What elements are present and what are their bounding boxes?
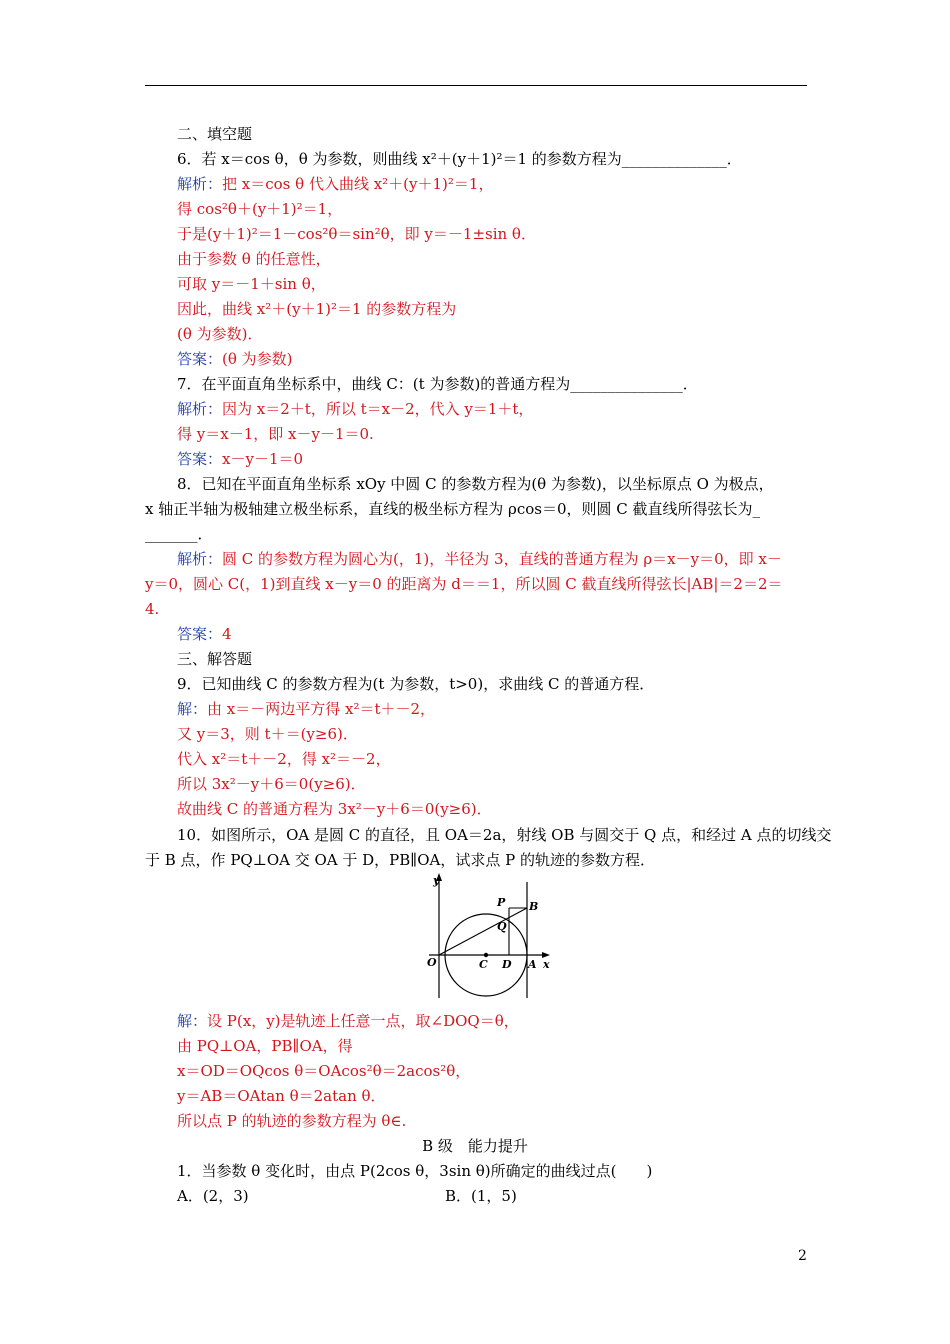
line-text: 所以点 P 的轨迹的参数方程为 θ∈. (177, 1112, 407, 1130)
line-text: 因为 x＝2＋t，所以 t＝x－2，代入 y＝1＋t， (222, 400, 534, 418)
label-p: P (497, 896, 506, 909)
text-line (177, 826, 831, 844)
text-line (177, 1087, 386, 1105)
text-line (177, 350, 293, 368)
line-text: y＝0，圆心 C(，1)到直线 x－y＝0 的距离为 d＝＝1，所以圆 C 截直线所得弦长|AB|＝2＝2＝ (145, 575, 783, 593)
text-line (145, 851, 655, 869)
line-text: y＝AB＝OAtan θ＝2atan θ． (177, 1087, 386, 1105)
answer-label: 解析： (177, 550, 223, 568)
text-line (177, 1112, 406, 1130)
text-line (177, 775, 366, 793)
line-text: 二、填空题 (177, 125, 253, 143)
text-line (177, 325, 263, 343)
text-line (177, 750, 391, 768)
line-text: 代入 x²＝t＋－2，得 x²＝－2， (177, 750, 391, 768)
answer-label: 答案： (177, 450, 223, 468)
text-line (177, 175, 493, 193)
line-text: 10．如图所示，OA 是圆 C 的直径，且 OA＝2a，射线 OB 与圆交于 Q 点，和经过 A 点的切线交 (177, 826, 832, 844)
text-line (177, 375, 698, 393)
text-line (177, 1162, 652, 1180)
line-text: 得 y＝x－1，即 x－y－1＝0. (177, 425, 374, 443)
geometry-figure (425, 870, 555, 1000)
label-x: x (543, 958, 550, 971)
text-line (177, 450, 303, 468)
text-line (177, 300, 456, 318)
line-text: 于 B 点，作 PQ⊥OA 交 OA 于 D，PB∥OA，试求点 P 的轨迹的参数方程． (145, 851, 655, 869)
label-o: O (427, 956, 437, 969)
line-text: 7．在平面直角坐标系中，曲线 C：(t 为参数)的普通方程为_______________． (177, 375, 698, 393)
center-point (484, 953, 488, 957)
answer-label: 答案： (177, 625, 223, 643)
line-text: 故曲线 C 的普通方程为 3x²－y＋6＝0(y≥6)． (177, 800, 492, 818)
answer-label: 答案： (177, 350, 223, 368)
text-line (145, 525, 213, 543)
line-text: 三、解答题 (177, 650, 253, 668)
text-line (177, 700, 435, 718)
line-text: 4. (145, 600, 160, 618)
line-text: 把 x＝cos θ 代入曲线 x²＋(y＋1)²＝1， (222, 175, 494, 193)
line-text: 又 y＝3，则 t＋＝(y≥6)． (177, 725, 358, 743)
text-line (177, 150, 742, 168)
answer-label: 解析： (177, 400, 223, 418)
text-line (177, 275, 326, 293)
label-b: B (529, 900, 539, 913)
section-title: B 级 能力提升 (422, 1137, 528, 1155)
label-y: y (433, 874, 440, 887)
text-line (145, 500, 760, 518)
header-rule (145, 85, 807, 86)
label-a: A (528, 958, 537, 971)
page-number: 2 (798, 1248, 807, 1264)
line-text: 于是(y＋1)²＝1－cos²θ＝sin²θ，即 y＝－1±sin θ． (177, 225, 536, 243)
text-line (177, 400, 533, 418)
text-line (177, 1187, 249, 1205)
text-line (445, 1187, 517, 1205)
line-text: x＝OD＝OQcos θ＝OAcos²θ＝2acos²θ， (177, 1062, 471, 1080)
line-text: _______． (145, 525, 213, 543)
line-text: x－y－1＝0 (222, 450, 304, 468)
text-line (177, 625, 232, 643)
line-text: 6．若 x＝cos θ，θ 为参数，则曲线 x²＋(y＋1)²＝1 的参数方程为______________． (177, 150, 742, 168)
answer-label: 解： (177, 1012, 208, 1030)
line-text: 由于参数 θ 的任意性， (177, 250, 331, 268)
line-text: 由 PQ⊥OA，PB∥OA，得 (177, 1037, 353, 1055)
text-line (177, 1012, 519, 1030)
line-text: 因此，曲线 x²＋(y＋1)²＝1 的参数方程为 (177, 300, 457, 318)
text-line (177, 125, 252, 143)
line-text: B．(1，5) (445, 1187, 517, 1205)
line-text: (θ 为参数) (222, 350, 293, 368)
text-line (177, 550, 782, 568)
line-text: 4 (222, 625, 232, 643)
text-line (177, 800, 492, 818)
text-line (177, 250, 331, 268)
label-c: C (479, 958, 488, 971)
line-text: 所以 3x²－y＋6＝0(y≥6)． (177, 775, 366, 793)
label-q: Q (497, 920, 507, 933)
text-line (177, 225, 536, 243)
text-line (177, 425, 374, 443)
text-line (145, 575, 783, 593)
line-text: A．(2，3) (177, 1187, 249, 1205)
text-line (177, 650, 252, 668)
line-text: x 轴正半轴为极轴建立极坐标系，直线的极坐标方程为 ρcos＝0，则圆 C 截直线所得弦长为_ (145, 500, 761, 518)
line-text: 1．当参数 θ 变化时，由点 P(2cos θ，3sin θ)所确定的曲线过点( ) (177, 1162, 653, 1180)
line-text: 设 P(x，y)是轨迹上任意一点，取∠DOQ＝θ， (207, 1012, 519, 1030)
line-text: 圆 C 的参数方程为圆心为(，1)，半径为 3，直线的普通方程为 ρ＝x－y＝0，即 x－ (222, 550, 782, 568)
answer-label: 解： (177, 700, 208, 718)
text-line (145, 600, 159, 618)
text-line (177, 725, 358, 743)
line-text: (θ 为参数)． (177, 325, 263, 343)
text-line (177, 200, 342, 218)
answer-label: 解析： (177, 175, 223, 193)
text-line (177, 675, 654, 693)
text-line (177, 475, 774, 493)
line-text: 9．已知曲线 C 的参数方程为(t 为参数，t>0)，求曲线 C 的普通方程． (177, 675, 655, 693)
line-text: 由 x＝－两边平方得 x²＝t＋－2， (207, 700, 436, 718)
line-text: 得 cos²θ＋(y＋1)²＝1， (177, 200, 343, 218)
text-line (177, 1062, 470, 1080)
text-line (177, 1037, 353, 1055)
line-text: 可取 y＝－1＋sin θ， (177, 275, 326, 293)
label-d: D (502, 958, 512, 971)
line-text: 8．已知在平面直角坐标系 xOy 中圆 C 的参数方程为(θ 为参数)，以坐标原点 O 为极点， (177, 475, 774, 493)
